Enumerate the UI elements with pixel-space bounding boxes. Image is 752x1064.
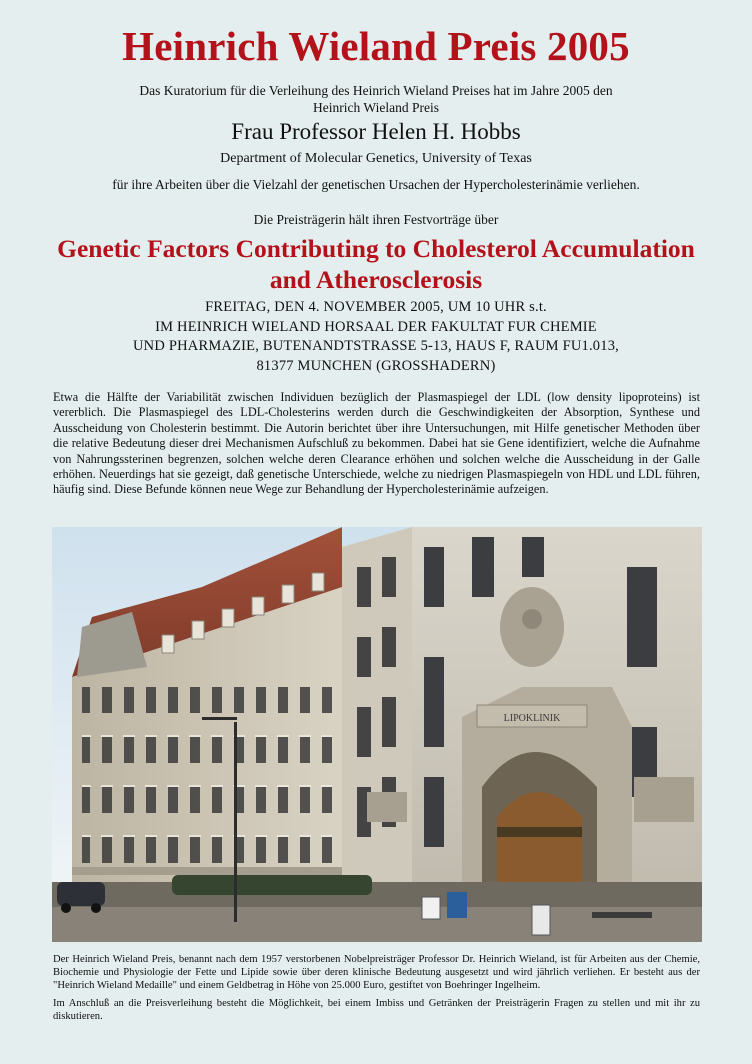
intro-line-1: Das Kuratorium für die Verleihung des Heinrich Wieland Preises hat im Jahre 2005 den <box>139 83 613 98</box>
footer-paragraph-2: Im Anschluß an die Preisverleihung besteht die Möglichkeit, bei einem Imbiss und Getränken der Preisträgerin Fragen zu stellen und mit ihr zu diskutieren. <box>53 997 700 1022</box>
lecture-title-line-1: Genetic Factors Contributing to Cholesterol Accumulation <box>57 234 695 263</box>
laureate-name: Frau Professor Helen H. Hobbs <box>231 119 521 144</box>
event-location-2: UND PHARMAZIE, BUTENANDTSTRASSE 5-13, HAUS F, RAUM FU1.013, <box>133 338 619 355</box>
portal-sign: LIPOKLINIK <box>503 713 561 724</box>
footer-info <box>53 953 700 1027</box>
award-reason: für ihre Arbeiten über die Vielzahl der genetischen Ursachen der Hypercholesterinämie verliehen. <box>112 177 640 192</box>
laureate-department: Department of Molecular Genetics, University of Texas <box>220 151 532 166</box>
lecture-title <box>20 233 732 295</box>
event-date: FREITAG, DEN 4. NOVEMBER 2005, UM 10 UHR s.t. <box>205 299 547 315</box>
poster-title: Heinrich Wieland Preis 2005 <box>122 23 630 69</box>
intro-text <box>90 82 662 116</box>
event-location-1: IM HEINRICH WIELAND HORSAAL DER FAKULTAT FUR CHEMIE <box>155 318 597 335</box>
event-location-3: 81377 MUNCHEN (GROSSHADERN) <box>256 357 496 374</box>
footer-paragraph-1: Der Heinrich Wieland Preis, benannt nach dem 1957 verstorbenen Nobelpreisträger Professor Dr. Heinrich Wieland, ist für Arbeiten aus der Chemie, Biochemie und Physiologie der Fette und Lipide sowie über deren klinische Bedeutung ausgesetzt und wird jährlich verliehen. Er besteht aus der "Heinrich Wieland Medaille" und einem Geldbetrag in Höhe von 25.000 Euro, gestiftet von Boehringer Ingelheim. <box>53 954 700 992</box>
intro-line-2: Heinrich Wieland Preis <box>313 100 439 115</box>
lecture-title-line-2: and Atherosclerosis <box>269 265 483 294</box>
lecture-abstract: Etwa die Hälfte der Variabilität zwischen Individuen bezüglich der Plasmaspiegel der LDL (low density lipoproteins) ist vererblich. Die Plasmaspiegel des LDL-Cholesterins werden durch die Geschwindigkeiten der Absorption, Synthese und Ausscheidung von Cholesterin bestimmt. Die Autorin berichtet über ihre Untersuchungen, mit Hilfe genetischer Methoden über die relative Bedeutung dieser drei Mechanismen Aufschluß zu bekommen. Dabei hat sie Gene identifiziert, welche die Aufnahme von Nahrungssterinen begrenzen, solchen welche deren Clearance erhöhen und solchen welche die Ausscheidung in der Galle erhöhen. Neuerdings hat sie gezeigt, daß genetische Unterschiede, welche zu niedrigen Plasmaspiegeln von HDL und LDL führen, häufig sind. Diese Befunde können neue Wege zur Behandlung der Hypercholesterinämie aufzeigen. <box>53 390 700 497</box>
lecture-intro: Die Preisträgerin hält ihren Festvorträge über <box>253 212 499 227</box>
event-details <box>0 298 752 376</box>
building-photo <box>52 527 702 942</box>
